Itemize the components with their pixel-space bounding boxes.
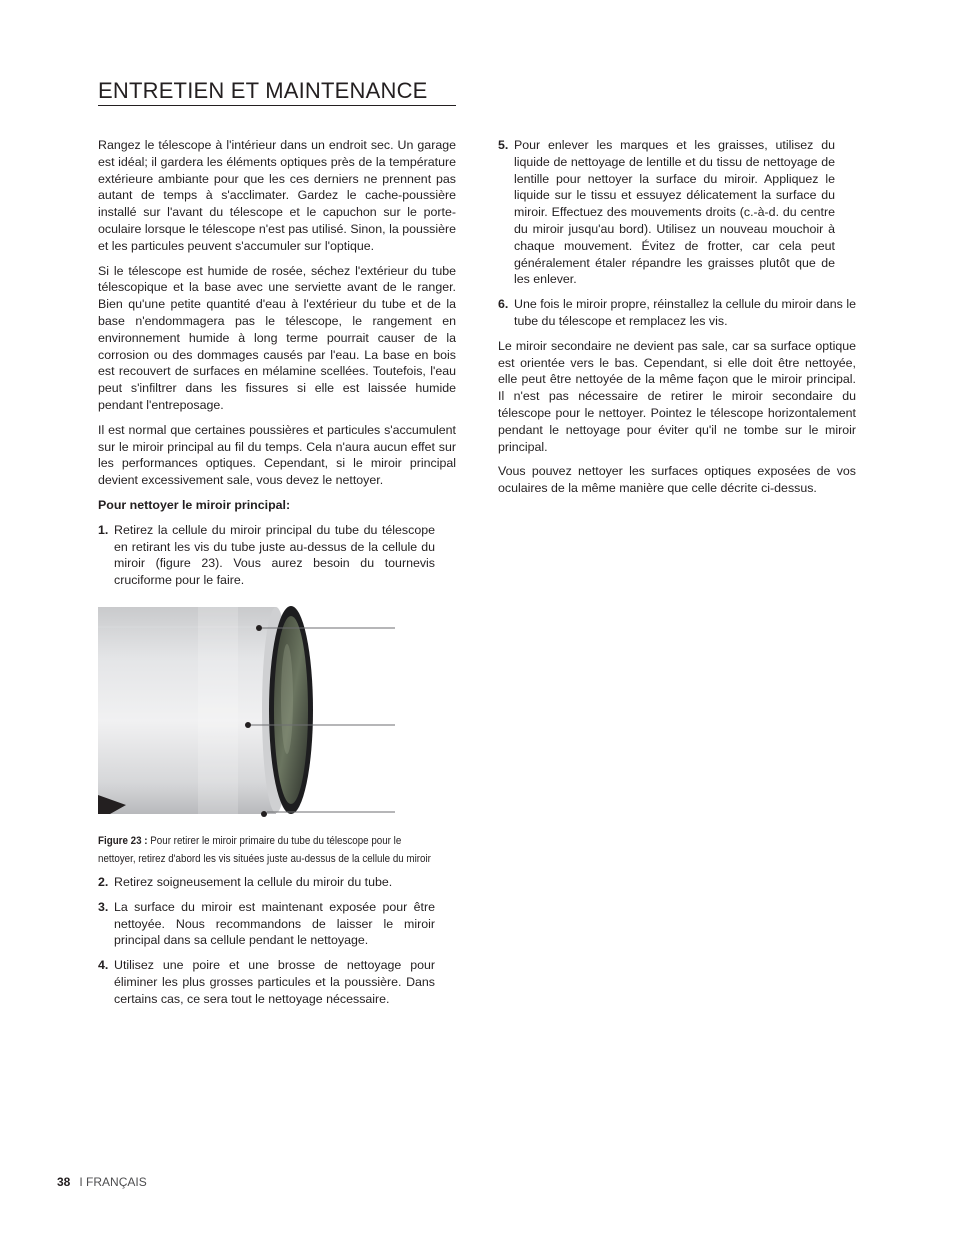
caption-text: Pour retirer le miroir primaire du tube du télescope pour le nettoyer, retirez d'abord les vis situées juste au-dessus de la cellule du miroir (98, 834, 431, 865)
list-item (98, 522, 435, 589)
left-column (98, 137, 456, 1016)
page-title: ENTRETIEN ET MAINTENANCE (98, 78, 456, 106)
paragraph-secondary-mirror: Le miroir secondaire ne devient pas sale, car sa surface optique est orientée vers le bas. Cependant, si elle doit être nettoyée, elle peut être nettoyée de la même façon que le miroir principal. Il n'est pas nécessaire de retirer le miroir secondaire du télescope pour le nettoyer. Pointez le télescope horizontalement pendant le nettoyage pour éviter qu'il ne tombe sur le miroir principal. (498, 338, 856, 454)
paragraph-dew: Si le télescope est humide de rosée, séchez l'extérieur du tube télescopique et la base avec une serviette avant de le ranger. Bien qu'une petite quantité d'eau à l'extérieur du tube et de la base n'endommagera pas le télescope, le rangement en environnement humide à long terme pourrait causer de la corrosion ou des dommages causés par l'eau. La base en bois est recouvert de surfaces en mélamine scellées. Toutefois, l'eau peut s'infiltrer dans les fissures si elle est laissée humide pendant l'entreposage. (98, 263, 456, 412)
step-number: 3. (98, 899, 109, 914)
step-text: Retirez soigneusement la cellule du miroir du tube. (114, 874, 393, 889)
step-number: 5. (498, 138, 509, 152)
language-label: I FRANÇAIS (79, 1175, 147, 1189)
step-text: Pour enlever les marques et les graisses, utilisez du liquide de nettoyage de lentille et du tissu de nettoyage de lentille pour nettoyer la surface du miroir. Appliquez le liquide sur le tissu et essuyez délicatement la surface du miroir. Effectuez des mouvements droits (c.-à-d. du centre du miroir jusqu'au bord). Utilisez un nouveau mouchoir à chaque mouvement. Évitez de frotter, car cela peut généralement étaler répandre les graisses plutôt que de les enlever. (514, 138, 835, 287)
paragraph-dust: Il est normal que certaines poussières et particules s'accumulent sur le miroir principal au fil du temps. Cela n'aura aucun effet sur les performances optiques. Cependant, si le miroir principal devient excessivement sale, vous devez le nettoyer. (98, 422, 456, 488)
page-number: 38 (57, 1175, 71, 1189)
step-number: 2. (98, 874, 109, 889)
step-text: Retirez la cellule du miroir principal du tube du télescope en retirant les vis du tube juste au-dessus de la cellule du miroir (figure 23). Vous aurez besoin du tournevis cruciforme pour le faire. (114, 522, 435, 588)
figure-telescope-tube (98, 599, 395, 818)
step-number: 4. (98, 958, 109, 973)
paragraph-storage: Rangez le télescope à l'intérieur dans un endroit sec. Un garage est idéal; il gardera les éléments optiques près de la température extérieure ambiante pour que les ces derniers ne prennent pas autant de temps à s'acclimater. Gardez le cache-poussière installé sur l'avant du télescope et le capuchon sur le porte-oculaire lorsque le télescope n'est pas utilisé. Sinon, la poussière et les particules peuvent s'accumuler sur l'optique. (98, 138, 456, 253)
page-footer (57, 1175, 147, 1189)
list-item (498, 137, 835, 288)
step-text: Une fois le miroir propre, réinstallez la cellule du miroir dans le tube du télescope et remplacez les vis. (514, 297, 856, 328)
caption-label: Figure 23 : (98, 834, 148, 847)
paragraph-eyepieces: Vous pouvez nettoyer les surfaces optiques exposées de vos oculaires de la même manière que celle décrite ci-dessus. (498, 464, 856, 496)
list-item (98, 899, 435, 949)
list-item (498, 296, 856, 330)
step-text: Utilisez une poire et une brosse de nettoyage pour éliminer les plus grosses particules et la poussière. Dans certains cas, ce sera tout le nettoyage nécessaire. (114, 958, 435, 1006)
figure-caption (98, 832, 435, 868)
section-subheading: Pour nettoyer le miroir principal: (98, 497, 291, 512)
right-column (498, 137, 856, 505)
step-number: 6. (498, 297, 509, 312)
list-item (98, 874, 435, 891)
list-item (98, 957, 435, 1007)
step-text: La surface du miroir est maintenant exposée pour être nettoyée. Nous recommandons de laisser le miroir principal dans sa cellule pendant le nettoyage. (114, 899, 435, 948)
telescope-tube-image (98, 599, 395, 818)
step-number: 1. (98, 522, 109, 537)
